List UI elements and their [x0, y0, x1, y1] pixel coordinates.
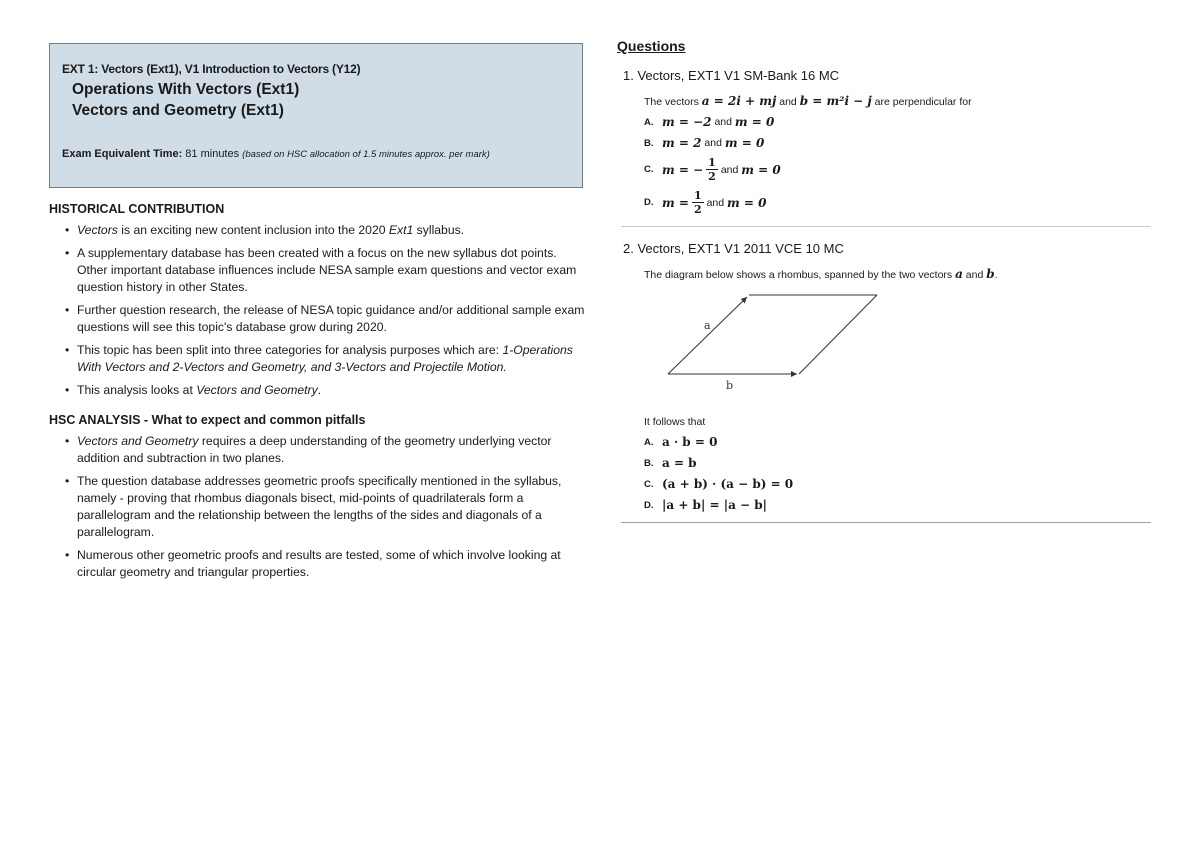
exam-time — [62, 147, 570, 162]
historical-list — [49, 222, 585, 399]
rhombus-diagram — [660, 289, 1152, 404]
list-item: • A supplementary database has been created with a focus on the new syllabus dot points. Other important database influences include NESA sample exam questions and vector exam question history in other States. — [65, 245, 585, 296]
topic-title-1: Operations With Vectors (Ext1) — [72, 81, 300, 98]
question-1-option-c[interactable]: C. m = − $\frac{1}{2}$ and m = 0 — [644, 156, 781, 183]
question-2-option-c[interactable]: C. (a + b) · (a − b) = 0 — [644, 477, 794, 491]
question-2-option-b[interactable]: B. a = b — [644, 456, 697, 470]
label-a: a — [704, 319, 711, 332]
list-item: • This topic has been split into three categories for analysis purposes which are: 1-Operations With Vectors and 2-Vectors and Geometry, and 3-Vectors and Projectile Motion. — [65, 342, 585, 376]
question-1-option-a[interactable]: A. m = −2 and m = 0 — [644, 115, 775, 129]
exam-time-label: Exam Equivalent Time: — [62, 148, 183, 160]
question-1-stem: The vectors a = 2i + mj and b = m²i − j are perpendicular for — [644, 94, 972, 108]
question-2-options — [644, 416, 1152, 512]
topic-line: EXT 1: Vectors (Ext1), V1 Introduction to Vectors (Y12) — [62, 62, 361, 76]
analysis-list — [49, 433, 585, 581]
topic-title-2: Vectors and Geometry (Ext1) — [72, 102, 284, 119]
list-item: • Further question research, the release of NESA topic guidance and/or additional sample exam questions will see this topic's database grow during 2020. — [65, 302, 585, 336]
right-column — [617, 38, 1152, 523]
list-item: • This analysis looks at Vectors and Geometry. — [65, 382, 585, 399]
question-2-follows: It follows that — [644, 416, 706, 428]
question-2-option-a[interactable]: A. a · b = 0 — [644, 435, 718, 449]
exam-time-value: 81 minutes — [185, 148, 240, 160]
list-item: • Numerous other geometric proofs and results are tested, some of which involve looking at circular geometry and triangular properties. — [65, 547, 585, 581]
question-divider — [621, 226, 1151, 227]
question-2-option-d[interactable]: D. |a + b| = |a − b| — [644, 498, 768, 512]
fraction: $\frac{1}{2}$ — [693, 189, 702, 216]
analysis-heading: HSC ANALYSIS - What to expect and common pitfalls — [49, 413, 366, 427]
fraction: $\frac{1}{2}$ — [708, 156, 716, 183]
question-1-body — [644, 94, 1152, 216]
list-item: • Vectors is an exciting new content inclusion into the 2020 Ext1 syllabus. — [65, 222, 585, 239]
vector-b-expr: b = m²i − j — [799, 94, 872, 108]
list-item: • The question database addresses geometric proofs specifically mentioned in the syllabus, namely - proving that rhombus diagonals bisect, mid-points of quadrilaterals form a parallelogram and the relationship between the lengths of the sides and diagonals of a parallelogram. — [65, 473, 585, 541]
question-1-option-b[interactable]: B. m = 2 and m = 0 — [644, 136, 765, 150]
question-2-stem: The diagram below shows a rhombus, spanned by the two vectors a and b. — [644, 267, 998, 281]
question-2-title: 2. Vectors, EXT1 V1 2011 VCE 10 MC — [623, 241, 844, 256]
questions-heading: Questions — [617, 38, 686, 54]
list-item: • Vectors and Geometry requires a deep understanding of the geometry underlying vector addition and subtraction in two planes. — [65, 433, 585, 467]
historical-heading: HISTORICAL CONTRIBUTION — [49, 202, 225, 216]
exam-time-note: (based on HSC allocation of 1.5 minutes approx. per mark) — [242, 149, 490, 160]
question-2-body — [644, 267, 1152, 281]
question-divider — [621, 522, 1151, 523]
label-b: b — [726, 379, 734, 392]
left-column — [49, 43, 585, 587]
question-1-option-d[interactable]: D. m = $\frac{1}{2}$ and m = 0 — [644, 189, 767, 216]
vector-a-expr: a = 2i + mj — [701, 94, 777, 108]
question-1-title: 1. Vectors, EXT1 V1 SM-Bank 16 MC — [623, 68, 840, 83]
topic-header-box — [49, 43, 583, 188]
